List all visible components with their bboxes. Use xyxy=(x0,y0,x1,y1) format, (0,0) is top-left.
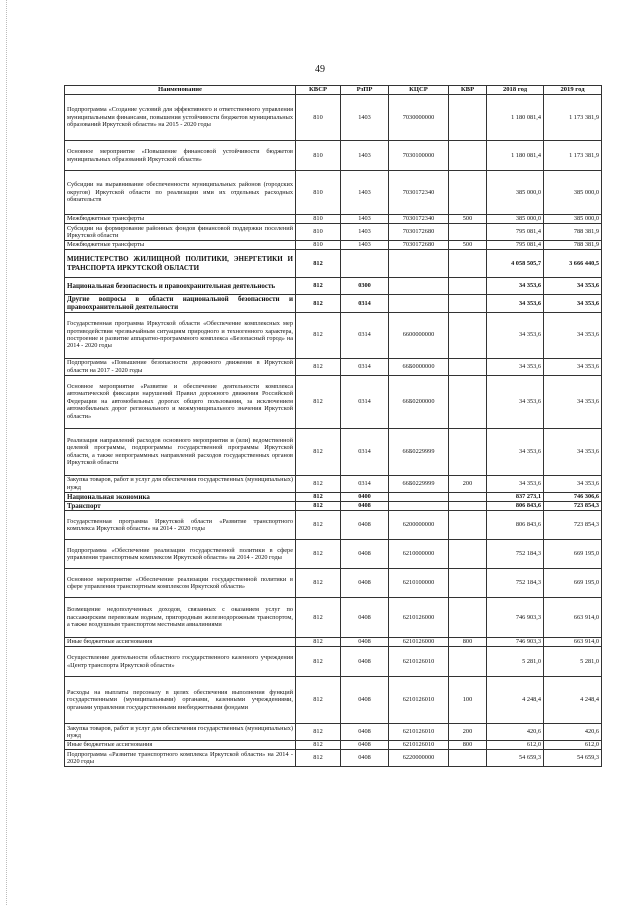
row-rzpr: 0314 xyxy=(341,295,389,313)
row-kvsr: 812 xyxy=(296,312,341,358)
row-rzpr: 0408 xyxy=(341,501,389,510)
row-rzpr: 0408 xyxy=(341,638,389,647)
row-2018: 612,0 xyxy=(487,741,544,750)
row-kvsr: 812 xyxy=(296,750,341,767)
row-2018: 795 081,4 xyxy=(487,241,544,250)
row-kvr xyxy=(449,750,487,767)
row-2018: 837 273,1 xyxy=(487,492,544,501)
row-kvsr: 812 xyxy=(296,511,341,540)
row-kvsr: 812 xyxy=(296,647,341,677)
row-2019: 385 000,0 xyxy=(544,215,602,224)
header-2019: 2019 год xyxy=(544,86,602,95)
row-2019: 612,0 xyxy=(544,741,602,750)
row-kvsr: 810 xyxy=(296,241,341,250)
row-name: Подпрограмма «Обеспечение реализации государственной политики в сфере управления транспортным комплексом Иркутской области» на 2014 - 2020 годы xyxy=(65,540,296,569)
row-kvsr: 812 xyxy=(296,569,341,598)
row-kvr: 500 xyxy=(449,241,487,250)
row-kvsr: 810 xyxy=(296,141,341,171)
table-row xyxy=(65,475,602,492)
row-2018: 34 353,6 xyxy=(487,375,544,428)
row-kcsr: 6220000000 xyxy=(389,750,449,767)
row-2018: 54 659,3 xyxy=(487,750,544,767)
row-rzpr: 0408 xyxy=(341,540,389,569)
row-kvr xyxy=(449,95,487,141)
row-rzpr: 0400 xyxy=(341,492,389,501)
row-rzpr: 0408 xyxy=(341,724,389,741)
row-kcsr xyxy=(389,501,449,510)
row-kvsr: 812 xyxy=(296,724,341,741)
table-row xyxy=(65,741,602,750)
row-name: Межбюджетные трансферты xyxy=(65,241,296,250)
row-name: Закупка товаров, работ и услуг для обеспечения государственных (муниципальных) нужд xyxy=(65,475,296,492)
row-kvsr: 812 xyxy=(296,250,341,278)
row-2018: 795 081,4 xyxy=(487,224,544,241)
row-rzpr: 0314 xyxy=(341,428,389,475)
scan-margin-line xyxy=(6,0,8,905)
row-name: Государственная программа Иркутской области «Развитие транспортного комплекса Иркутской области» на 2014 - 2020 годы xyxy=(65,511,296,540)
row-kcsr: 66Б0229999 xyxy=(389,428,449,475)
row-2019: 34 353,6 xyxy=(544,375,602,428)
table-row xyxy=(65,647,602,677)
table-row xyxy=(65,677,602,724)
row-kvsr: 812 xyxy=(296,540,341,569)
row-kvsr: 812 xyxy=(296,492,341,501)
row-kvr xyxy=(449,511,487,540)
table-row xyxy=(65,278,602,295)
row-2019: 788 381,9 xyxy=(544,241,602,250)
row-kcsr: 6210126010 xyxy=(389,724,449,741)
row-kvr xyxy=(449,312,487,358)
table-row xyxy=(65,492,602,501)
table-row xyxy=(65,241,602,250)
row-kvr xyxy=(449,501,487,510)
row-kcsr: 7030172680 xyxy=(389,241,449,250)
budget-table xyxy=(64,85,602,767)
row-rzpr: 1403 xyxy=(341,215,389,224)
row-kcsr: 6210126010 xyxy=(389,677,449,724)
table-row xyxy=(65,224,602,241)
row-name: Основное мероприятие «Повышение финансовой устойчивости бюджетов муниципальных образований Иркутской области» xyxy=(65,141,296,171)
row-2019: 385 000,0 xyxy=(544,171,602,215)
row-2019: 723 854,3 xyxy=(544,501,602,510)
row-kvr xyxy=(449,598,487,638)
row-kcsr: 66Б0229999 xyxy=(389,475,449,492)
header-rzpr: РзПР xyxy=(341,86,389,95)
row-kvr xyxy=(449,375,487,428)
row-2019: 5 281,0 xyxy=(544,647,602,677)
row-name: Субсидии на формирование районных фондов финансовой поддержки поселений Иркутской области xyxy=(65,224,296,241)
row-kvr xyxy=(449,171,487,215)
table-row xyxy=(65,250,602,278)
row-rzpr: 1403 xyxy=(341,141,389,171)
row-rzpr: 0314 xyxy=(341,475,389,492)
row-rzpr: 0408 xyxy=(341,750,389,767)
row-2018: 4 058 505,7 xyxy=(487,250,544,278)
row-2018: 385 000,0 xyxy=(487,171,544,215)
row-rzpr: 1403 xyxy=(341,224,389,241)
row-kcsr: 6210126000 xyxy=(389,598,449,638)
row-kcsr: 6210126000 xyxy=(389,638,449,647)
row-name: Субсидии на выравнивание обеспеченности муниципальных районов (городских округов) Иркутской области по реализации ими их отдельных расходных обязательств xyxy=(65,171,296,215)
row-name: МИНИСТЕРСТВО ЖИЛИЩНОЙ ПОЛИТИКИ, ЭНЕРГЕТИКИ И ТРАНСПОРТА ИРКУТСКОЙ ОБЛАСТИ xyxy=(65,250,296,278)
row-name: Подпрограмма «Повышение безопасности дорожного движения в Иркутской области на 2017 - 2020 годы xyxy=(65,358,296,375)
row-kvsr: 812 xyxy=(296,677,341,724)
row-kvsr: 812 xyxy=(296,375,341,428)
header-kcsr: КЦСР xyxy=(389,86,449,95)
row-name: Иные бюджетные ассигнования xyxy=(65,741,296,750)
row-2019: 3 666 440,5 xyxy=(544,250,602,278)
row-kvr xyxy=(449,358,487,375)
row-kvr xyxy=(449,540,487,569)
row-name: Национальная безопасность и правоохранительная деятельность xyxy=(65,278,296,295)
row-kcsr: 66Б0200000 xyxy=(389,375,449,428)
table-row xyxy=(65,295,602,313)
table-row xyxy=(65,215,602,224)
row-kcsr xyxy=(389,492,449,501)
row-name: Расходы на выплаты персоналу в целях обеспечения выполнения функций государственными (муниципальными) органами, казенными учреждениями, органами управления государственными внебюджетными фондами xyxy=(65,677,296,724)
row-name: Транспорт xyxy=(65,501,296,510)
row-2019: 420,6 xyxy=(544,724,602,741)
row-kvr xyxy=(449,428,487,475)
row-2019: 34 353,6 xyxy=(544,312,602,358)
row-2018: 1 180 081,4 xyxy=(487,95,544,141)
row-name: Подпрограмма «Развитие транспортного комплекса Иркутской области» на 2014 - 2020 годы xyxy=(65,750,296,767)
row-2018: 34 353,6 xyxy=(487,428,544,475)
row-2019: 669 195,0 xyxy=(544,540,602,569)
row-kcsr: 6600000000 xyxy=(389,312,449,358)
row-2019: 54 659,3 xyxy=(544,750,602,767)
row-kvsr: 810 xyxy=(296,171,341,215)
row-2018: 420,6 xyxy=(487,724,544,741)
row-2019: 663 914,0 xyxy=(544,638,602,647)
row-kvr: 800 xyxy=(449,741,487,750)
row-2019: 4 248,4 xyxy=(544,677,602,724)
row-2018: 746 903,3 xyxy=(487,598,544,638)
row-2019: 34 353,6 xyxy=(544,358,602,375)
row-kcsr: 6210126010 xyxy=(389,741,449,750)
row-name: Основное мероприятие «Развитие и обеспечение деятельности комплекса автоматической фиксации нарушений Правил дорожного движения Российской Федерации на автомобильных дорогах общего пользования, за исключением автомобильных дорог регионального и межмуниципального значения Иркутской области» xyxy=(65,375,296,428)
row-name: Осуществление деятельности областного государственного казенного учреждения «Центр транспорта Иркутской области» xyxy=(65,647,296,677)
table-row xyxy=(65,312,602,358)
row-kvsr: 812 xyxy=(296,598,341,638)
table-row xyxy=(65,569,602,598)
row-kvsr: 812 xyxy=(296,475,341,492)
row-rzpr: 0314 xyxy=(341,312,389,358)
row-2018: 752 184,3 xyxy=(487,540,544,569)
table-row xyxy=(65,598,602,638)
row-2018: 806 843,6 xyxy=(487,501,544,510)
row-name: Закупка товаров, работ и услуг для обеспечения государственных (муниципальных) нужд xyxy=(65,724,296,741)
row-kcsr: 6210100000 xyxy=(389,569,449,598)
header-kvsr: КВСР xyxy=(296,86,341,95)
row-kvr: 500 xyxy=(449,215,487,224)
row-rzpr: 0300 xyxy=(341,278,389,295)
row-rzpr: 0408 xyxy=(341,598,389,638)
row-2019: 34 353,6 xyxy=(544,295,602,313)
row-rzpr: 0408 xyxy=(341,677,389,724)
row-2018: 385 000,0 xyxy=(487,215,544,224)
row-kcsr: 6210126010 xyxy=(389,647,449,677)
table-row xyxy=(65,511,602,540)
row-2019: 788 381,9 xyxy=(544,224,602,241)
row-kvsr: 812 xyxy=(296,358,341,375)
row-kcsr: 7030172340 xyxy=(389,215,449,224)
row-name: Реализация направлений расходов основного мероприятия и (или) ведомственной целевой программы, подпрограммы государственной программы Иркутской области, а также непрограммных направлений расходов государственных органов Иркутской области xyxy=(65,428,296,475)
row-2018: 34 353,6 xyxy=(487,312,544,358)
table-row xyxy=(65,375,602,428)
row-rzpr: 0408 xyxy=(341,569,389,598)
row-kvsr: 812 xyxy=(296,295,341,313)
table-body xyxy=(65,95,602,767)
page-number: 49 xyxy=(315,64,325,75)
row-name: Подпрограмма «Создание условий для эффективного и ответственного управления муниципальными финансами, повышения устойчивости бюджетов муниципальных образований Иркутской области» на 2015 - 2020 годы xyxy=(65,95,296,141)
table-row xyxy=(65,540,602,569)
row-2019: 34 353,6 xyxy=(544,278,602,295)
row-2019: 669 195,0 xyxy=(544,569,602,598)
row-2018: 752 184,3 xyxy=(487,569,544,598)
row-kvr xyxy=(449,224,487,241)
row-rzpr: 1403 xyxy=(341,171,389,215)
row-2019: 746 306,6 xyxy=(544,492,602,501)
row-kvr xyxy=(449,492,487,501)
row-rzpr: 0408 xyxy=(341,511,389,540)
row-kvsr: 812 xyxy=(296,501,341,510)
row-2019: 723 854,3 xyxy=(544,511,602,540)
row-kcsr xyxy=(389,250,449,278)
row-rzpr: 0408 xyxy=(341,647,389,677)
table-row xyxy=(65,95,602,141)
header-name: Наименование xyxy=(65,86,296,95)
row-kvsr: 812 xyxy=(296,428,341,475)
row-kcsr xyxy=(389,295,449,313)
row-name: Другие вопросы в области национальной безопасности и правоохранительной деятельности xyxy=(65,295,296,313)
row-kvr xyxy=(449,141,487,171)
row-kvsr: 810 xyxy=(296,95,341,141)
row-kcsr xyxy=(389,278,449,295)
row-2018: 34 353,6 xyxy=(487,295,544,313)
row-name: Основное мероприятие «Обеспечение реализации государственной политики в сфере управления транспортным комплексом Иркутской области» xyxy=(65,569,296,598)
row-kvr xyxy=(449,295,487,313)
row-2018: 34 353,6 xyxy=(487,358,544,375)
row-name: Межбюджетные трансферты xyxy=(65,215,296,224)
row-2019: 34 353,6 xyxy=(544,475,602,492)
row-kcsr: 7030172340 xyxy=(389,171,449,215)
table-row xyxy=(65,428,602,475)
row-kcsr: 66Б0000000 xyxy=(389,358,449,375)
row-name: Государственная программа Иркутской области «Обеспечение комплексных мер противодействия чрезвычайным ситуациям природного и техногенного характера, построение и развитие аппаратно-программного комплекса «Безопасный город» на 2014 - 2020 годы xyxy=(65,312,296,358)
row-kvr: 200 xyxy=(449,475,487,492)
row-kvsr: 812 xyxy=(296,741,341,750)
row-rzpr: 0314 xyxy=(341,358,389,375)
table-row xyxy=(65,358,602,375)
row-kvsr: 810 xyxy=(296,215,341,224)
row-2018: 806 843,6 xyxy=(487,511,544,540)
row-kcsr: 7030000000 xyxy=(389,95,449,141)
row-kvr xyxy=(449,569,487,598)
table-row xyxy=(65,750,602,767)
table-row xyxy=(65,724,602,741)
row-kvr: 200 xyxy=(449,724,487,741)
row-kcsr: 6210000000 xyxy=(389,540,449,569)
row-kcsr: 6200000000 xyxy=(389,511,449,540)
row-rzpr xyxy=(341,250,389,278)
row-kvsr: 812 xyxy=(296,278,341,295)
header-kvr: КВР xyxy=(449,86,487,95)
row-rzpr: 1403 xyxy=(341,241,389,250)
row-name: Иные бюджетные ассигнования xyxy=(65,638,296,647)
row-rzpr: 0408 xyxy=(341,741,389,750)
row-2019: 1 173 381,9 xyxy=(544,95,602,141)
row-kcsr: 7030172680 xyxy=(389,224,449,241)
table-header-row xyxy=(65,86,602,95)
table-row xyxy=(65,141,602,171)
row-kvr xyxy=(449,278,487,295)
header-2018: 2018 год xyxy=(487,86,544,95)
row-2019: 34 353,6 xyxy=(544,428,602,475)
row-2019: 1 173 381,9 xyxy=(544,141,602,171)
table-row xyxy=(65,501,602,510)
row-kvr: 100 xyxy=(449,677,487,724)
row-rzpr: 1403 xyxy=(341,95,389,141)
row-kvr xyxy=(449,250,487,278)
row-2018: 1 180 081,4 xyxy=(487,141,544,171)
row-2018: 34 353,6 xyxy=(487,278,544,295)
row-kcsr: 7030100000 xyxy=(389,141,449,171)
row-2018: 34 353,6 xyxy=(487,475,544,492)
row-2018: 5 281,0 xyxy=(487,647,544,677)
row-2018: 4 248,4 xyxy=(487,677,544,724)
row-kvsr: 812 xyxy=(296,638,341,647)
row-kvr xyxy=(449,647,487,677)
row-kvsr: 810 xyxy=(296,224,341,241)
table-row xyxy=(65,638,602,647)
table-row xyxy=(65,171,602,215)
row-2019: 663 914,0 xyxy=(544,598,602,638)
row-name: Возмещение недополученных доходов, связанных с оказанием услуг по пассажирским перевозкам водным, пригородным железнодорожным транспортом, а также воздушным транспортом местными авиалиниями xyxy=(65,598,296,638)
row-name: Национальная экономика xyxy=(65,492,296,501)
row-2018: 746 903,3 xyxy=(487,638,544,647)
row-rzpr: 0314 xyxy=(341,375,389,428)
row-kvr: 800 xyxy=(449,638,487,647)
